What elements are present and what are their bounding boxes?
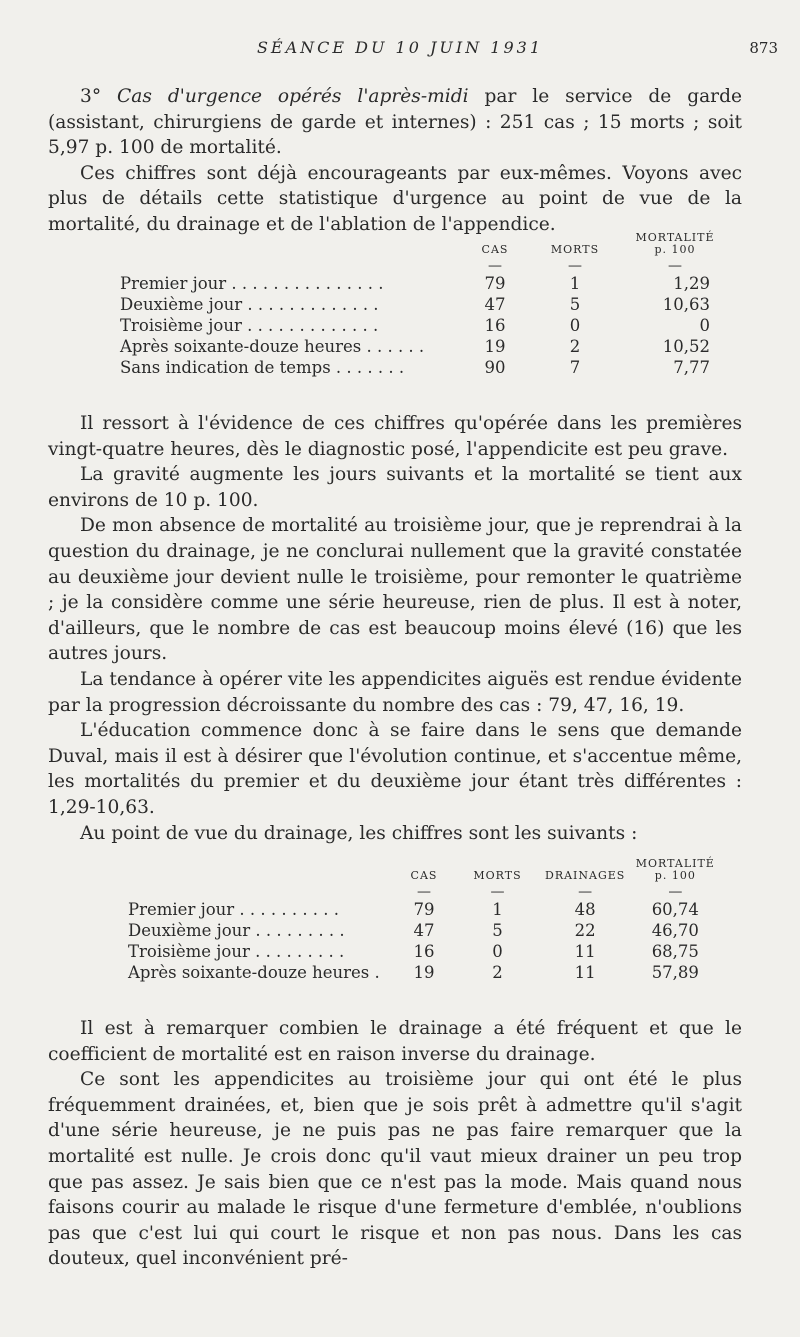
- paragraph: Il ressort à l'évidence de ces chiffres qu'opérée dans les premières vingt-quatre heures, dès le diagnostic posé, l'appendicite est peu grave.: [48, 413, 742, 460]
- intro-text: [48, 84, 742, 238]
- rule-dash: —: [417, 884, 431, 900]
- paragraph-text: par le service de garde (assistant, chirurgiens de garde et internes) : 251 cas ; 15 morts ; soit 5,97 p. 100 de mortalité.: [48, 86, 742, 159]
- running-head: SÉANCE DU 10 JUIN 1931: [256, 38, 544, 57]
- col-header-drainages: DRAINAGES: [545, 869, 626, 882]
- paragraph: De mon absence de mortalité au troisième jour, que je reprendrai à la question du drainage, je ne conclurai nullement que la gravité constatée au deuxième jour devient nulle le troisième, pour remonter le quatrième ; je la considère comme une série heureuse, rien de plus. Il est à noter, d'ailleurs, que le nombre de cas est beaucoup moins élevé (16) que les autres jours.: [48, 515, 742, 665]
- table-row: Après soixante-douze heures . . . . . . 19 2 10,52: [120, 337, 710, 356]
- item-number: 3°: [80, 86, 118, 107]
- col-header-mortalite: MORTALITÉ p. 100: [635, 857, 715, 882]
- paragraph: Au point de vue du drainage, les chiffres sont les suivants :: [80, 822, 638, 844]
- body-text: [48, 411, 742, 846]
- italic-heading: Cas d'urgence opérés l'après-midi: [117, 86, 469, 107]
- paragraph-urgent-cases: [48, 84, 742, 161]
- table-row: Troisième jour . . . . . . . . . 16 0 11 68,75: [128, 942, 699, 961]
- col-header-cas: CAS: [410, 869, 438, 882]
- paragraph: Il est à remarquer combien le drainage a été fréquent et que le coefficient de mortalité est en raison inverse du drainage.: [48, 1018, 742, 1065]
- rule-dash: —: [578, 884, 593, 900]
- rule-dash: —: [490, 884, 505, 900]
- table-row: Troisième jour . . . . . . . . . . . . . 16 0 0: [120, 316, 710, 335]
- paragraph: La gravité augmente les jours suivants et la mortalité se tient aux environs de 10 p. 100.: [48, 464, 742, 511]
- drainage-table: [128, 858, 725, 983]
- closing-text: [48, 1016, 742, 1272]
- paragraph: Ce sont les appendicites au troisième jour qui ont été le plus fréquemment drainées, et, bien que je sois prêt à admettre qu'il s'agit d'une série heureuse, je ne puis pas ne pas faire remarquer que la mortalité est nulle. Je crois donc qu'il vaut mieux drainer un peu trop que pas assez. Je sais bien que ce n'est pas la mode. Mais quand nous faisons courir au malade le risque d'une fermeture d'emblée, n'oublions pas que c'est lui qui court le risque et non pas nous. Dans les cas douteux, quel inconvénient pré-: [48, 1069, 742, 1270]
- paragraph: La tendance à opérer vite les appendicites aiguës est rendue évidente par la progression décroissante du nombre des cas : 79, 47, 16, 19.: [48, 668, 742, 716]
- col-header-mortalite: MORTALITÉ p. 100: [635, 231, 715, 256]
- paragraph: Ces chiffres sont déjà encourageants par eux-mêmes. Voyons avec plus de détails cette statistique d'urgence au point de vue de la mortalité, du drainage et de l'ablation de l'appendice.: [48, 162, 742, 235]
- rule-dash: —: [668, 258, 682, 274]
- page-header: [0, 38, 800, 62]
- paragraph: L'éducation commence donc à se faire dans le sens que demande Duval, mais il est à désirer que l'évolution continue, et s'accentue même, les mortalités du premier et du deuxième jour étant très différentes : 1,29-10,63.: [48, 720, 742, 818]
- table-row: Sans indication de temps . . . . . . . 90 7 7,77: [120, 358, 710, 377]
- rule-dash: —: [568, 258, 582, 274]
- urgency-table: [120, 232, 720, 378]
- table-row: Deuxième jour . . . . . . . . . 47 5 22 46,70: [128, 921, 699, 940]
- col-header-cas: CAS: [481, 243, 509, 256]
- table-row: Après soixante-douze heures . 19 2 11 57,89: [128, 963, 699, 982]
- page-number: 873: [749, 39, 778, 57]
- table-row: Premier jour . . . . . . . . . . . . . . . 79 1 1,29: [120, 274, 710, 293]
- col-header-morts: MORTS: [550, 243, 600, 256]
- rule-dash: —: [488, 258, 502, 274]
- table-row: Deuxième jour . . . . . . . . . . . . . 47 5 10,63: [120, 295, 710, 314]
- table-row: Premier jour . . . . . . . . . . 79 1 48 60,74: [128, 900, 699, 919]
- rule-dash: —: [668, 884, 683, 900]
- col-header-morts: MORTS: [473, 869, 522, 882]
